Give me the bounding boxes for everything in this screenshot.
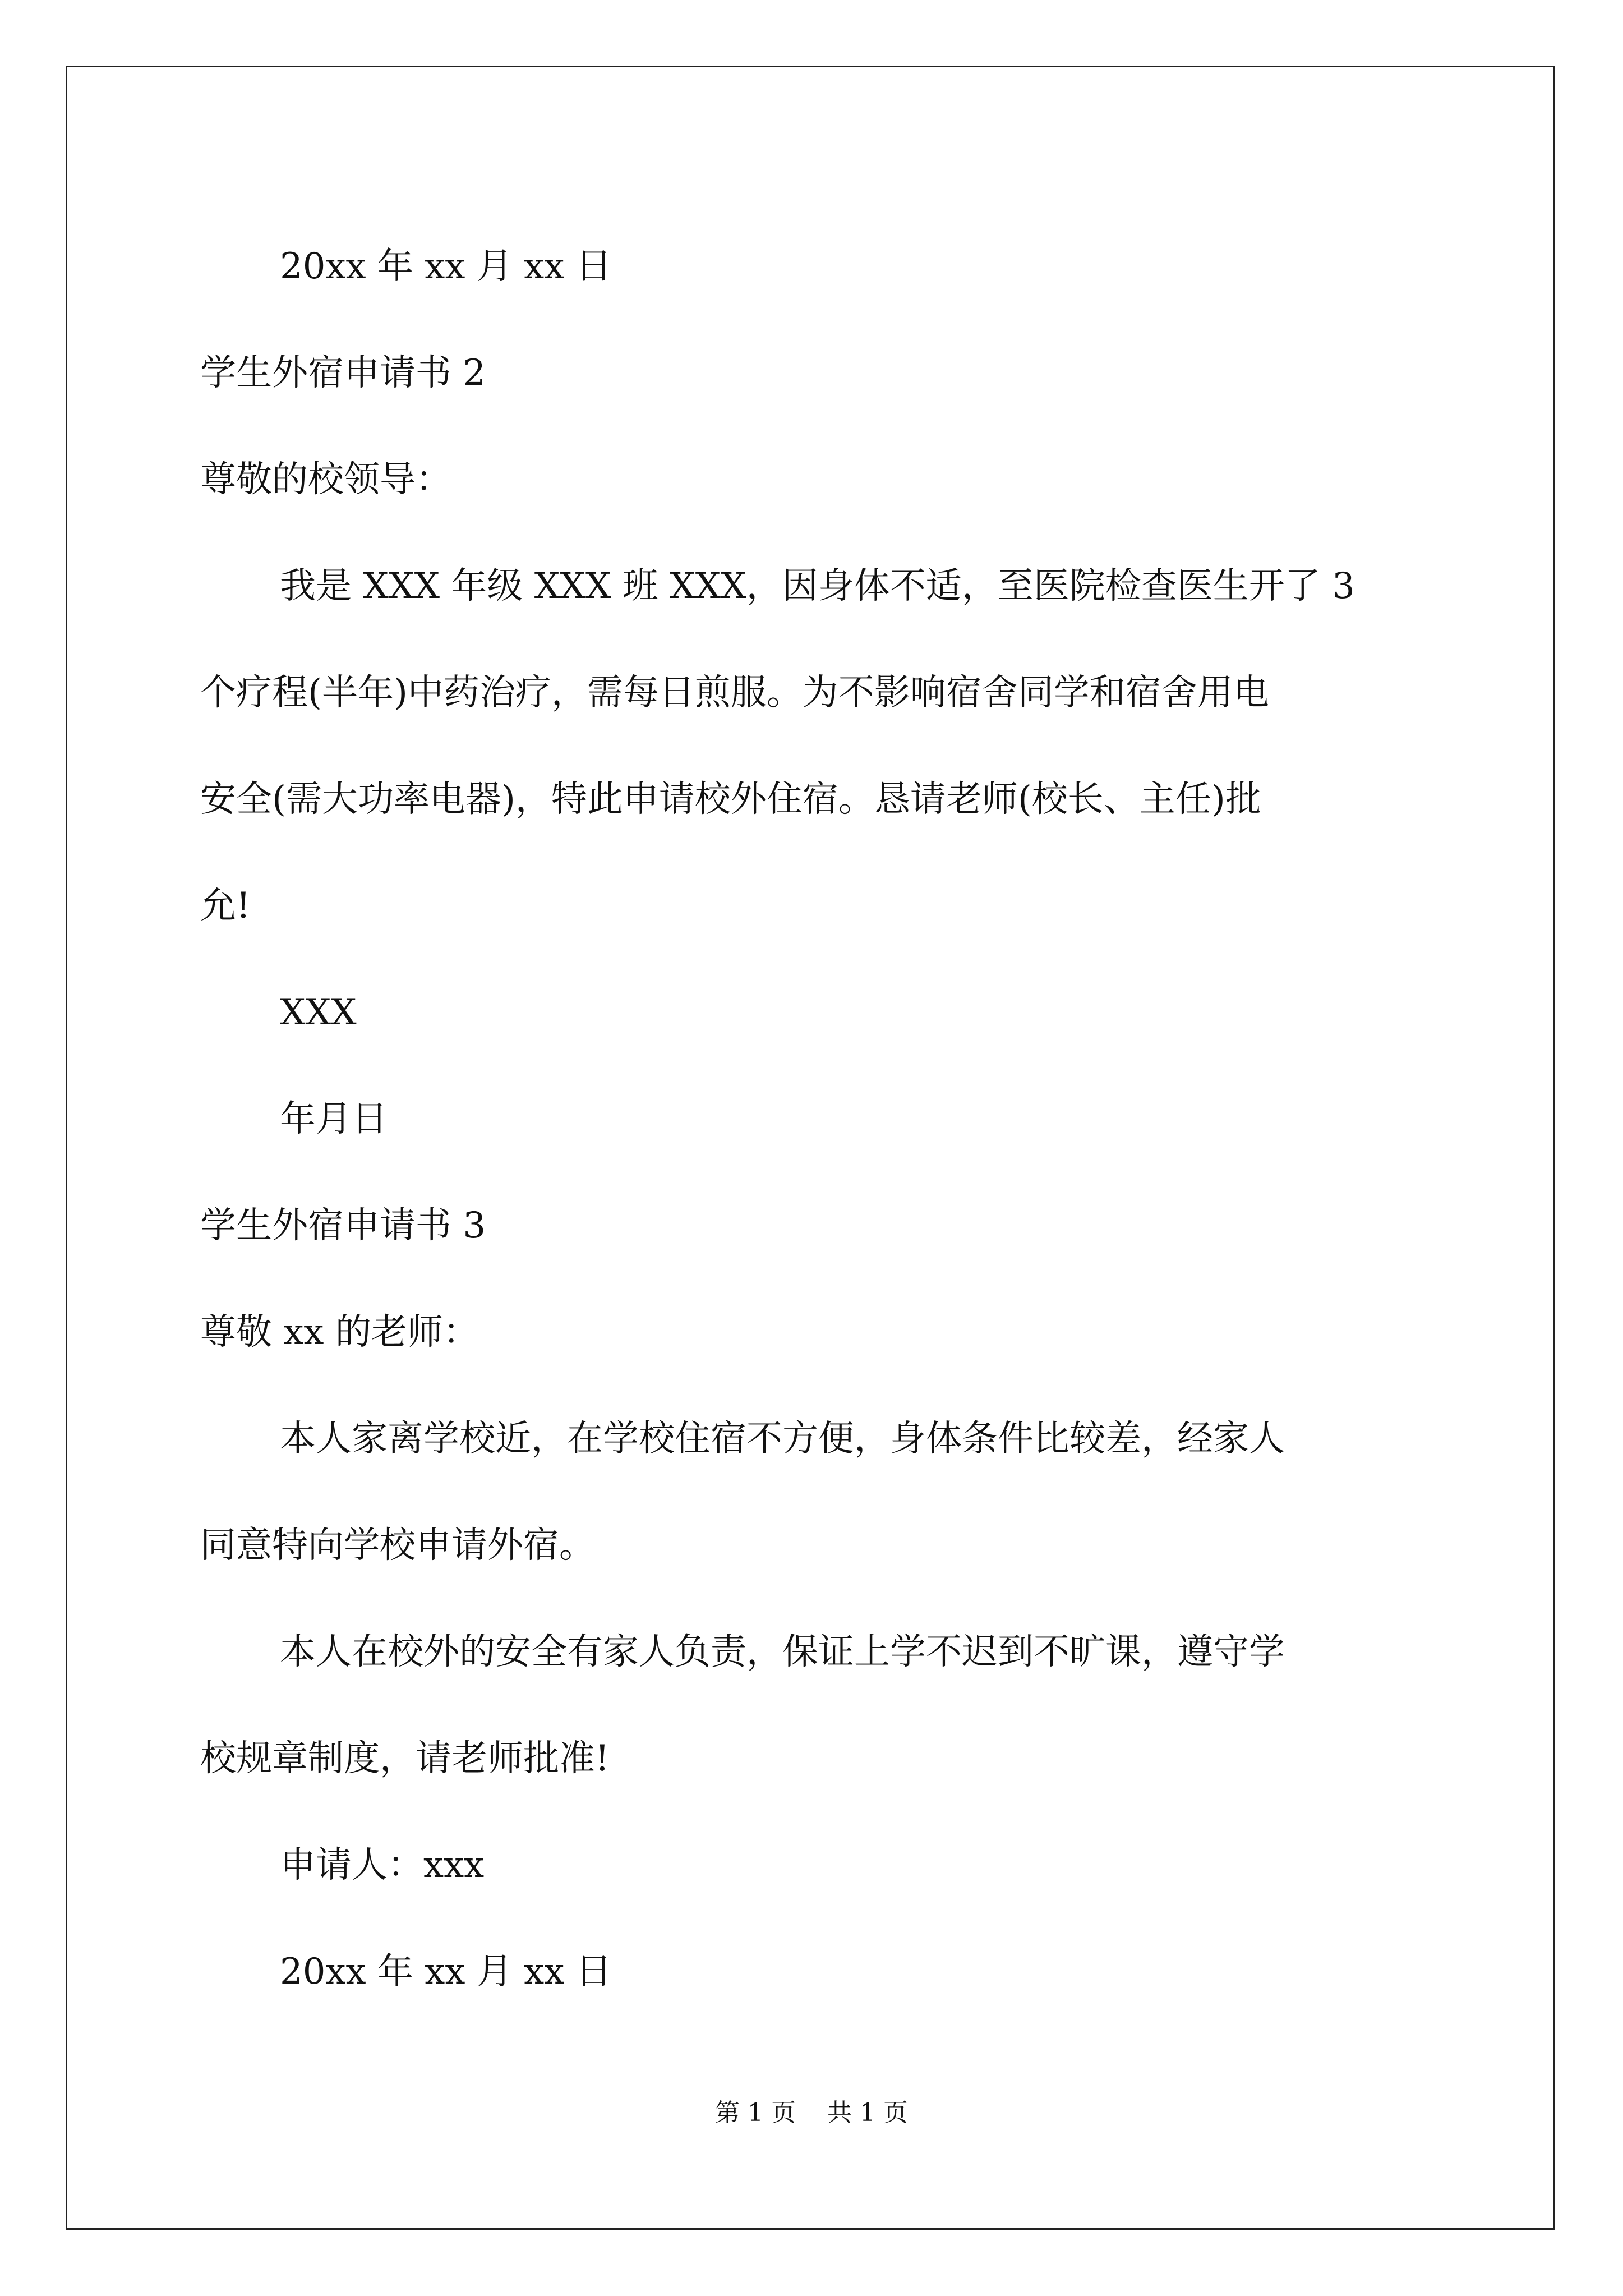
date-line: 20xx 年 xx 月 xx 日: [280, 1951, 612, 1993]
body-paragraph-line: 本人在校外的安全有家人负责，保证上学不迟到不旷课，遵守学: [280, 1631, 1285, 1673]
applicant-line: 申请人：xxx: [280, 1844, 485, 1886]
section-title-3: 学生外宿申请书 3: [200, 1205, 486, 1246]
body-paragraph-line: 我是 XXX 年级 XXX 班 XXX，因身体不适，至医院检查医生开了 3: [280, 565, 1355, 607]
page-footer: 第 1 页 共 1 页: [715, 2099, 908, 2127]
body-paragraph-line: 安全(需大功率电器)，特此申请校外住宿。恳请老师(校长、主任)批: [200, 779, 1261, 820]
section-title-2: 学生外宿申请书 2: [200, 352, 486, 394]
body-paragraph-line: 校规章制度，请老师批准!: [200, 1738, 610, 1779]
salutation: 尊敬的校领导：: [200, 459, 451, 500]
body-paragraph-line: 本人家离学校近，在学校住宿不方便，身体条件比较差，经家人: [280, 1418, 1285, 1460]
date-line: 20xx 年 xx 月 xx 日: [280, 246, 612, 287]
signature-date: 年月日: [280, 1098, 388, 1140]
document-body: [200, 213, 1434, 2025]
body-paragraph-line: 允!: [200, 885, 251, 927]
body-paragraph-line: 同意特向学校申请外宿。: [200, 1525, 595, 1566]
salutation: 尊敬 xx 的老师：: [200, 1312, 479, 1353]
signature-name: XXX: [280, 992, 357, 1033]
body-paragraph-line: 个疗程(半年)中药治疗，需每日煎服。为不影响宿舍同学和宿舍用电: [200, 672, 1269, 714]
